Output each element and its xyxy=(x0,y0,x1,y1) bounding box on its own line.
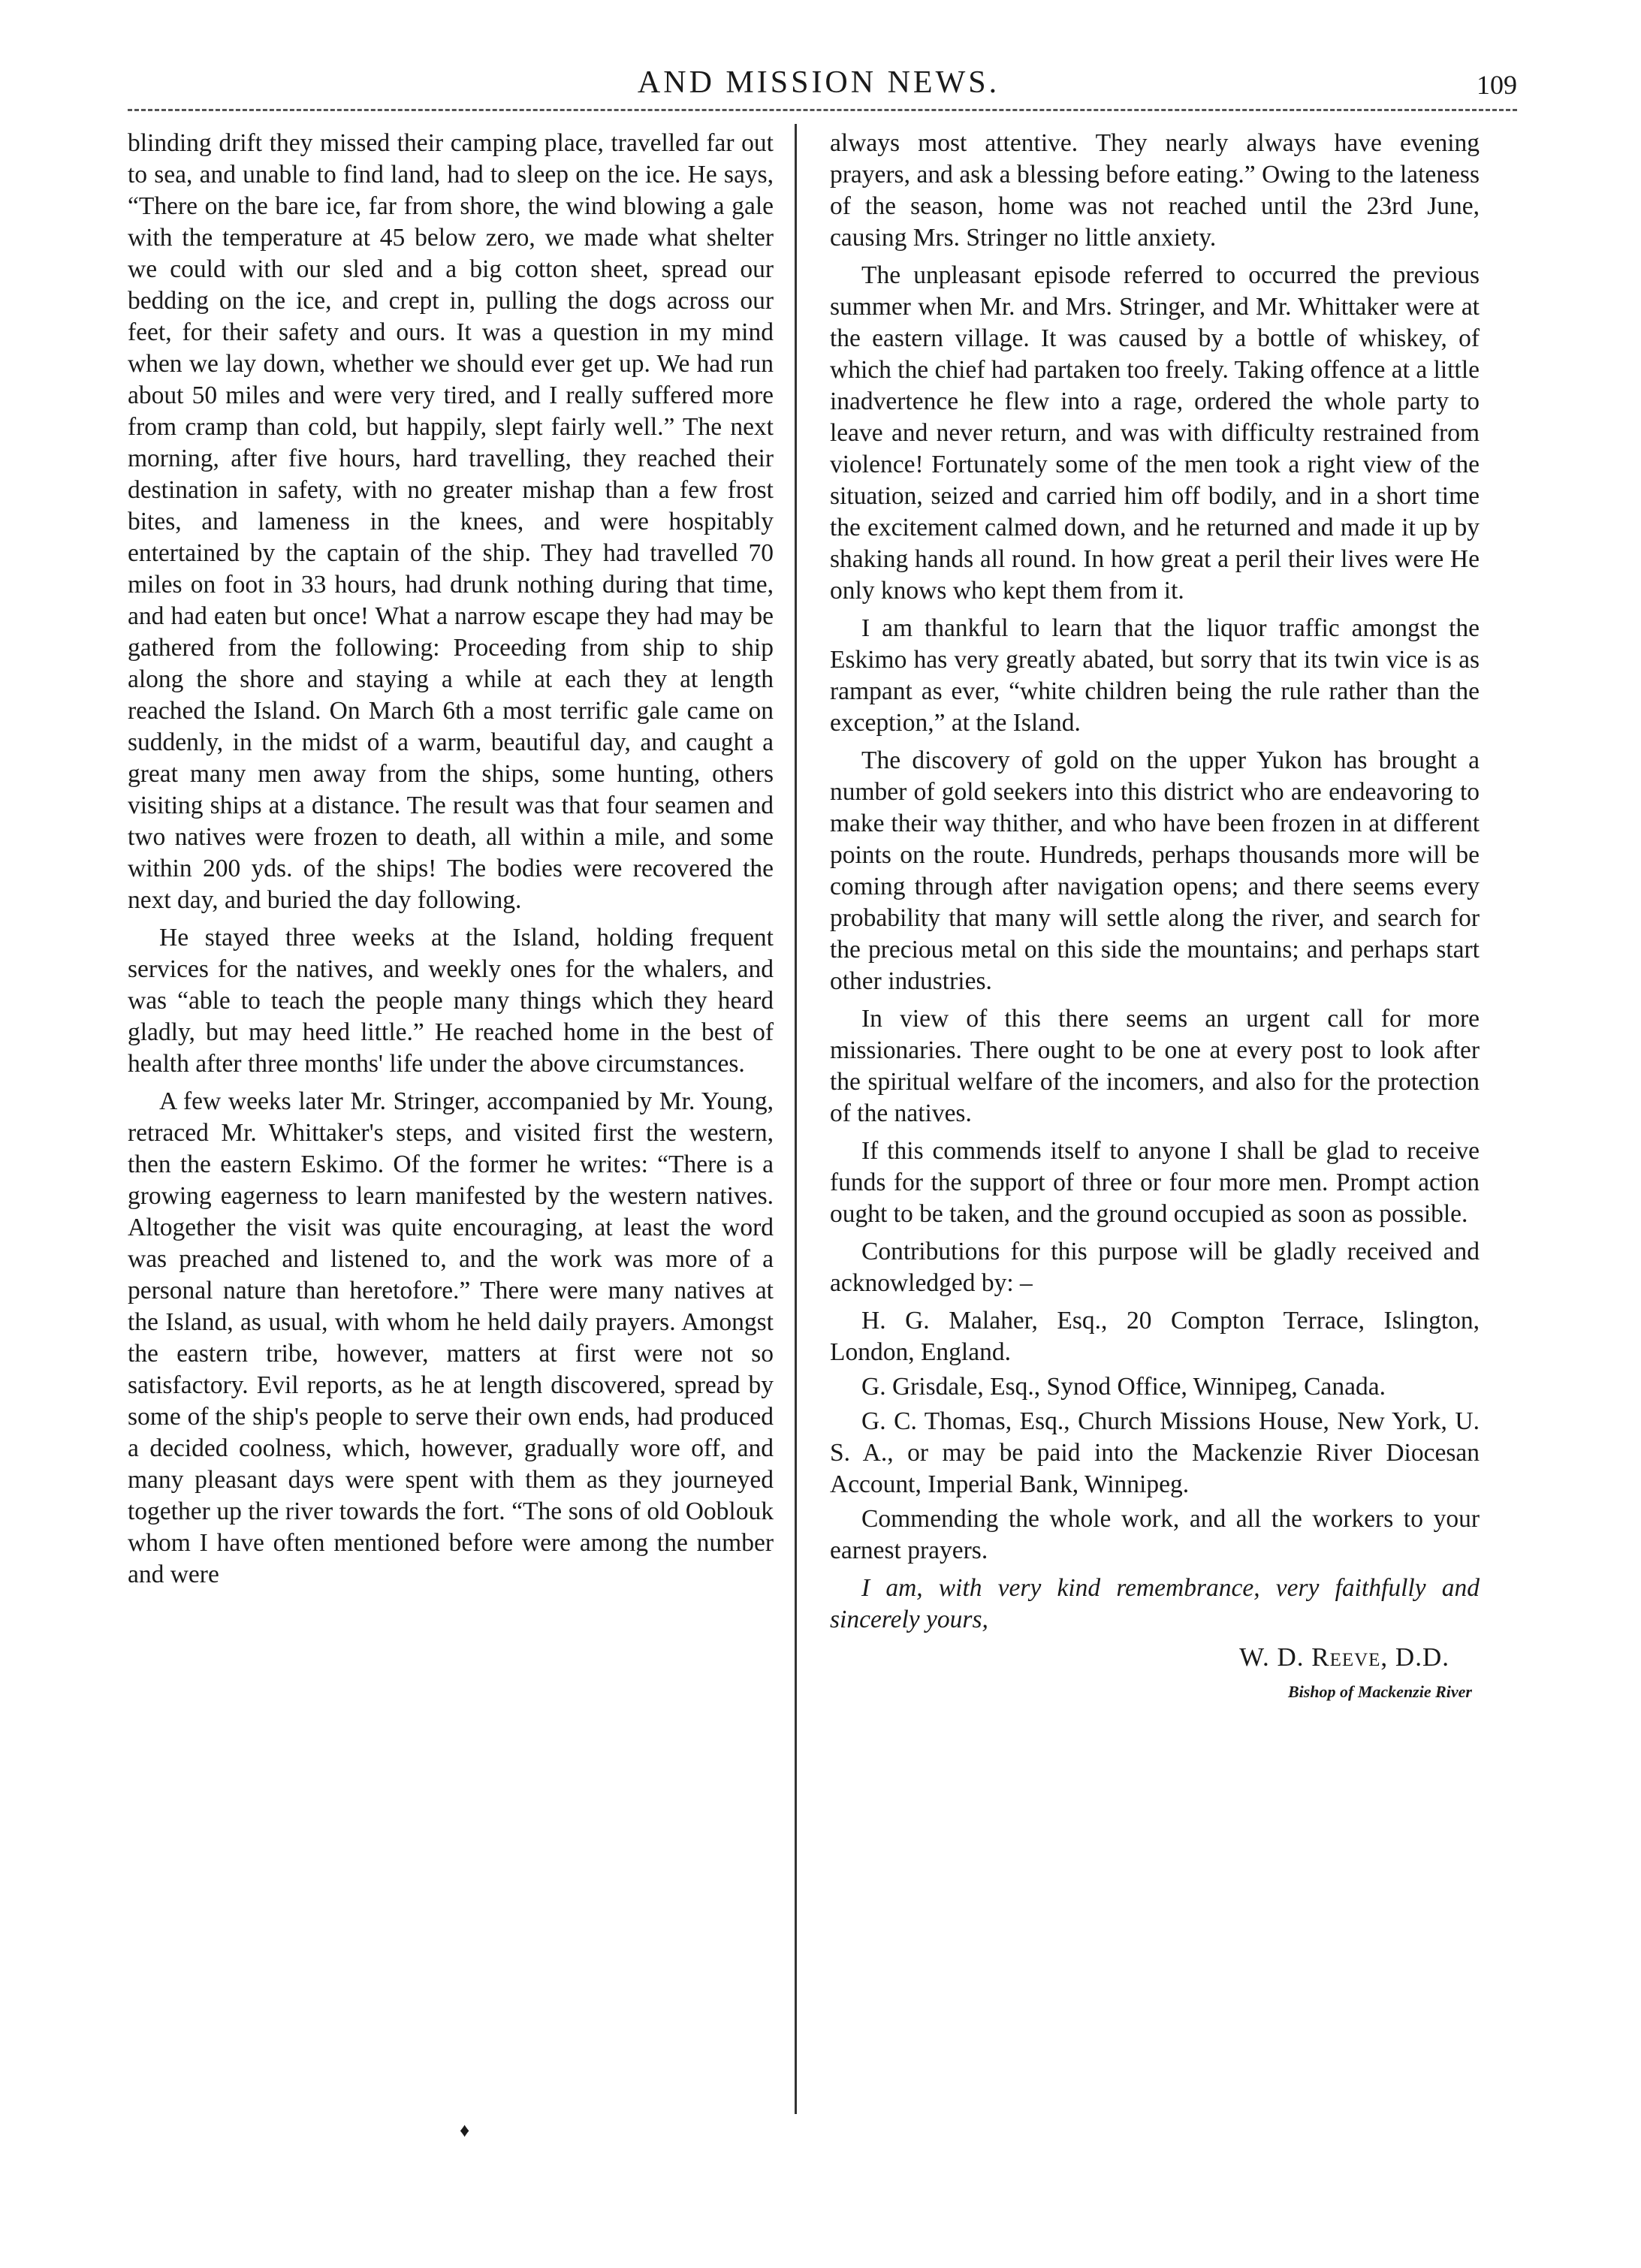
left-column xyxy=(128,128,774,1597)
paragraph: The discovery of gold on the upper Yukon has brought a number of gold seekers into this district who are endeavoring to make their way thither, and who have been frozen in at different points on the route. Hundreds, perhaps thousands more will be coming through after navigation opens; and there seems every probability that many will settle along the river, and search for the precious metal on this side the mountains; and perhaps start other industries. xyxy=(830,746,1480,995)
page-header xyxy=(120,59,1517,111)
column-divider xyxy=(795,124,797,2114)
address-entry: H. G. Malaher, Esq., 20 Compton Terrace, Islington, London, England. xyxy=(830,1307,1480,1366)
paragraph: A few weeks later Mr. Stringer, accompanied by Mr. Young, retraced Mr. Whittaker's steps, and visited first the western, then the eastern Eskimo. Of the former he writes: “There is a growing eagerness to learn manifested by the western natives. Altogether the visit was quite encouraging, at least the word was preached and listened to, and the work was more of a personal nature than heretofore.” There were many natives at the Island, as usual, with whom he held daily prayers. Amongst the eastern tribe, however, matters at first were not so satisfactory. Evil reports, as he at length discovered, spread by some of the ship's people to serve their own ends, had produced a decided coolness, which, however, gradually wore off, and many pleasant days were spent with them as they journeyed together up the river towards the fort. “The sons of old Ooblouk whom I have often mentioned before were among the number and were xyxy=(128,1087,774,1588)
paragraph: Commending the whole work, and all the workers to your earnest prayers. xyxy=(830,1505,1480,1564)
page-number: 109 xyxy=(1477,70,1517,100)
address-entry: G. C. Thomas, Esq., Church Missions House, New York, U. S. A., or may be paid into the Mackenzie River Diocesan Account, Imperial Bank, Winnipeg. xyxy=(830,1407,1480,1498)
address-entry: G. Grisdale, Esq., Synod Office, Winnipeg, Canada. xyxy=(861,1373,1386,1401)
paragraph: He stayed three weeks at the Island, holding frequent services for the natives, and weekly ones for the whalers, and was “able to teach the people many things which they heard gladly, but may heed little.” He reached home in the best of health after three months' life under the above circumstances. xyxy=(128,924,774,1078)
paragraph: blinding drift they missed their camping place, travelled far out to sea, and unable to find land, had to sleep on the ice. He says, “There on the bare ice, far from shore, the wind blowing a gale with the temperature at 45 below zero, we made what shelter we could with our sled and a big cotton sheet, spread our bedding on the ice, and crept in, pulling the dogs across our feet, for their safety and ours. It was a question in my mind when we lay down, whether we should ever get up. We had run about 50 miles and were very tired, and I really suffered more from cramp than cold, but happily, slept fairly well.” The next morning, after five hours, hard travelling, they reached their destination in safety, with no greater mishap than a few frost bites, and lameness in the knees, and were hospitably entertained by the captain of the ship. They had travelled 70 miles on foot in 33 hours, had drunk nothing during that time, and had eaten but once! What a narrow escape they had may be gathered from the following: Proceeding from ship to ship along the shore and staying a while at each they at length reached the Island. On March 6th a most terrific gale came on suddenly, in the midst of a warm, beautiful day, and caught a great many men away from the ships, some hunting, others visiting ships at a distance. The result was that four seamen and two natives were frozen to death, all within a mile, and some within 200 yds. of the ships! The bodies were recovered the next day, and buried the day following. xyxy=(128,129,774,914)
paragraph: If this commends itself to anyone I shall be glad to receive funds for the support of three or four more men. Prompt action ought to be taken, and the ground occupied as soon as possible. xyxy=(830,1137,1480,1228)
paragraph: In view of this there seems an urgent call for more missionaries. There ought to be one at every post to look after the spiritual welfare of the incomers, and also for the protection of the natives. xyxy=(830,1005,1480,1127)
signature-name: W. D. Reeve, D.D. xyxy=(1239,1642,1449,1672)
right-column xyxy=(830,128,1480,1708)
running-title: AND MISSION NEWS. xyxy=(637,65,1000,100)
paragraph: The unpleasant episode referred to occurred the previous summer when Mr. and Mrs. Stringer, and Mr. Whittaker were at the eastern village. It was caused by a bottle of whiskey, of which the chief had partaken too freely. Taking offence at a little inadvertence he flew into a rage, ordered the whole party to leave and never return, and was with difficulty restrained from violence! Fortunately some of the men took a right view of the situation, seized and carried him off bodily, and in a short time the excitement calmed down, and he returned and made it up by shaking hands all round. In how great a peril their lives were He only knows who kept them from it. xyxy=(830,261,1480,605)
closing-line: I am, with very kind remembrance, very faithfully and sincerely yours, xyxy=(830,1574,1480,1633)
bottom-ornament: ♦ xyxy=(460,2119,470,2141)
signature-title: Bishop of Mackenzie River xyxy=(1287,1682,1472,1701)
paragraph: I am thankful to learn that the liquor traffic amongst the Eskimo has very greatly abated, but sorry that its twin vice is as rampant as ever, “white children being the rule rather than the exception,” at the Island. xyxy=(830,614,1480,737)
header-rule xyxy=(128,109,1517,111)
paragraph: Contributions for this purpose will be gladly received and acknowledged by: – xyxy=(830,1238,1480,1297)
paragraph: always most attentive. They nearly always have evening prayers, and ask a blessing before eating.” Owing to the lateness of the season, home was not reached until the 23rd June, causing Mrs. Stringer no little anxiety. xyxy=(830,129,1480,252)
